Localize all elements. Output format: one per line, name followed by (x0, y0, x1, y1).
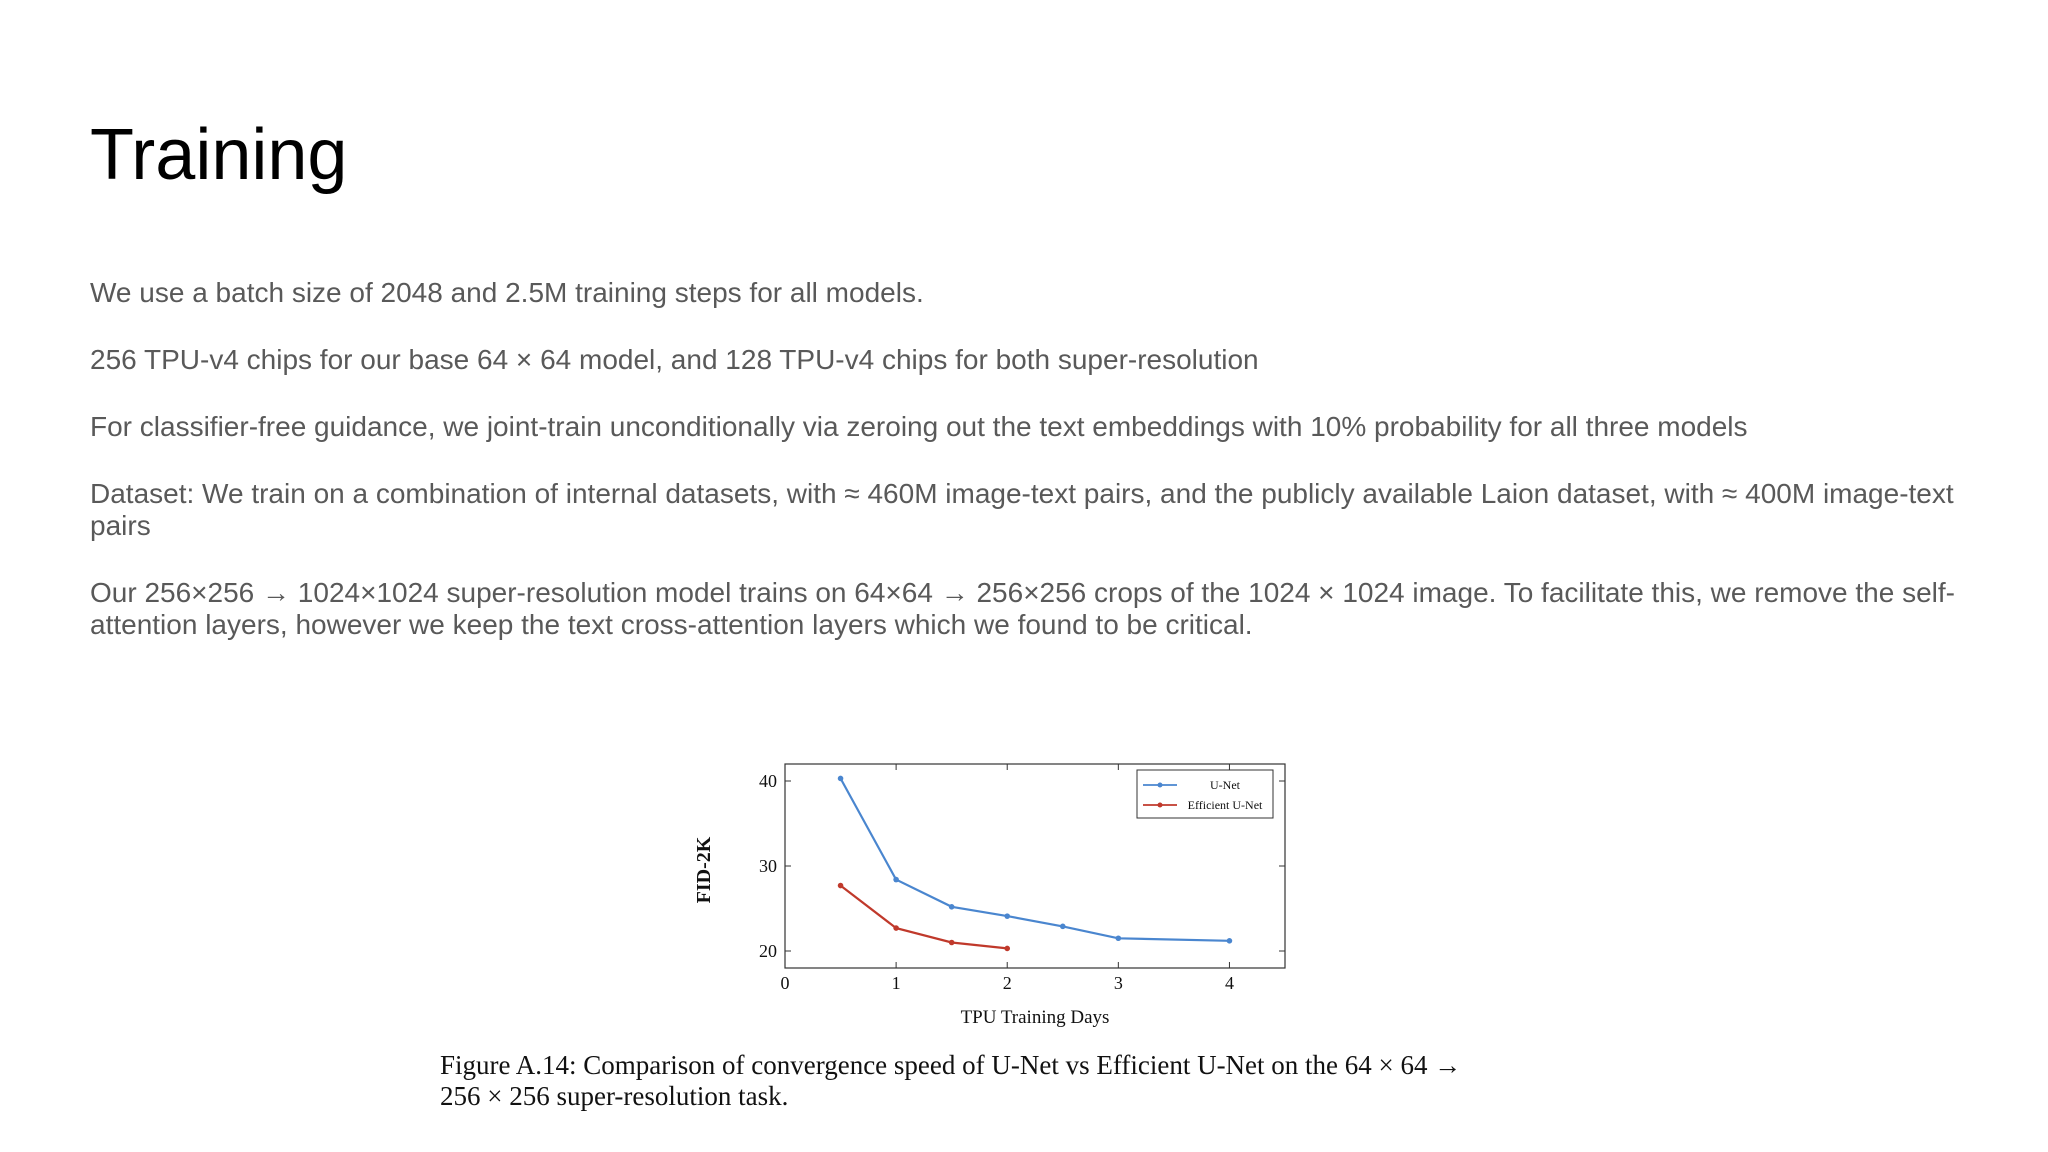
figure-caption (440, 1050, 1580, 1112)
figure (690, 752, 1310, 1037)
bullet-item: Our 256×256 → 1024×1024 super-resolution model trains on 64×64 → 256×256 crops of the 1024 × 1024 image. To facilitate this, we remove the self-attention layers, however we keep the text cross-attention layers which we found to be critical. (90, 577, 1955, 640)
legend-label: U-Net (1210, 778, 1240, 792)
x-tick-label: 4 (1224, 973, 1234, 993)
legend-label: Efficient U-Net (1187, 798, 1263, 812)
data-point (1004, 913, 1010, 919)
legend-marker (1158, 783, 1163, 788)
y-axis-label: FID-2K (693, 836, 715, 904)
data-point (1227, 938, 1233, 944)
x-tick-label: 1 (891, 973, 901, 993)
slide-title: Training (90, 115, 348, 195)
caption-line: 256 × 256 super-resolution task. (440, 1081, 789, 1111)
x-tick-label: 2 (1002, 973, 1012, 993)
convergence-chart (690, 752, 1310, 1037)
data-point (1004, 946, 1010, 952)
series-line-1 (841, 886, 1008, 949)
legend-marker (1158, 803, 1163, 808)
data-point (893, 877, 899, 883)
data-point (893, 925, 899, 931)
bullet-list (90, 277, 1970, 676)
bullet-item: 256 TPU-v4 chips for our base 64 × 64 model, and 128 TPU-v4 chips for both super-resolution (90, 344, 1259, 375)
data-point (838, 883, 844, 889)
caption-line: Figure A.14: Comparison of convergence speed of U-Net vs Efficient U-Net on the 64 × 64 → (440, 1050, 1462, 1080)
data-point (949, 904, 955, 910)
bullet-item: Dataset: We train on a combination of internal datasets, with ≈ 460M image-text pairs, and the publicly available Laion dataset, with ≈ 400M image-text pairs (90, 478, 1954, 541)
data-point (838, 776, 844, 782)
x-tick-label: 0 (780, 973, 790, 993)
data-point (949, 940, 955, 946)
x-axis-label: TPU Training Days (960, 1007, 1110, 1028)
data-point (1060, 924, 1066, 930)
y-tick-label: 40 (759, 771, 777, 791)
x-tick-label: 3 (1113, 973, 1123, 993)
bullet-item: We use a batch size of 2048 and 2.5M training steps for all models. (90, 277, 924, 308)
y-tick-label: 30 (759, 856, 777, 876)
data-point (1116, 935, 1122, 941)
bullet-item: For classifier-free guidance, we joint-train unconditionally via zeroing out the text embeddings with 10% probability for all three models (90, 411, 1748, 442)
y-tick-label: 20 (759, 941, 777, 961)
